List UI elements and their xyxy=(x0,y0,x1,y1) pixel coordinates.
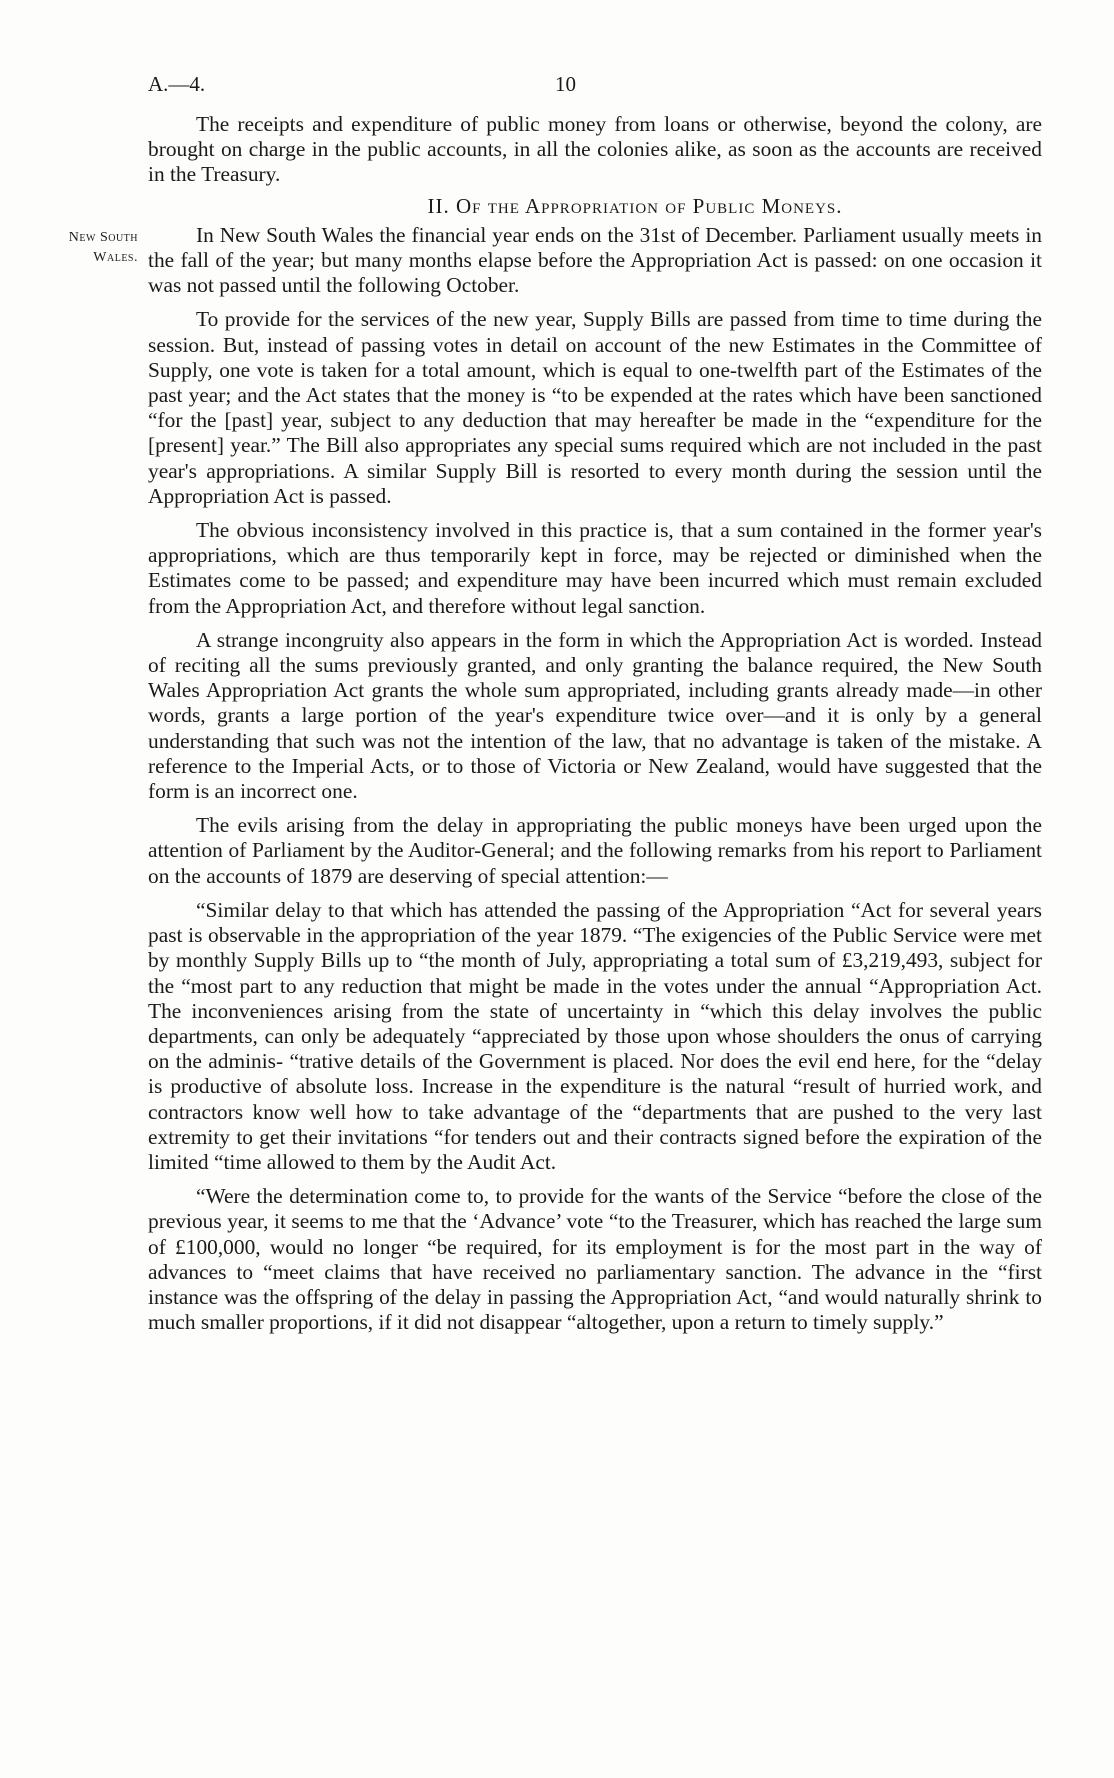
quote-paragraph-2: “Were the determination come to, to provide for the wants of the Service “before the close of the previous year, it seems to me that the ‘Advance’ vote “to the Treasurer, which has reached the large sum of £100,000, would no longer “be required, for its employment is for the most part in the way of advances to “meet claims that have received no parliamentary sanction. The advance in the “first instance was the offspring of the delay in passing the Appropriation Act, “and would naturally shrink to much smaller proportions, if it did not disappear “altogether, upon a return to timely supply.” xyxy=(148,1184,1042,1335)
auditor-quote xyxy=(148,898,1042,1335)
intro-paragraph: The receipts and expenditure of public money from loans or otherwise, beyond the colony, are brought on charge in the public accounts, in all the colonies alike, as soon as the accounts are received in the Treasury. xyxy=(148,112,1042,187)
section-heading: II. Of the Appropriation of Public Moneys. xyxy=(427,193,843,218)
page-reference: A.—4. xyxy=(148,72,206,96)
margin-note xyxy=(18,228,138,268)
paragraph-auditor-general: The evils arising from the delay in appropriating the public moneys have been urged upon the attention of Parliament by the Auditor-General; and the following remarks from his report to Parliament on the accounts of 1879 are deserving of special attention:— xyxy=(148,813,1042,888)
margin-note-line-1: New South xyxy=(68,230,138,245)
margin-note-line-2: Wales. xyxy=(93,250,138,265)
paragraph-incongruity: A strange incongruity also appears in the form in which the Appropriation Act is worded. Instead of reciting all the sums previously granted, and only granting the balance required, the New South Wales Appropriation Act grants the whole sum appropriated, including grants already made—in other words, grants a large portion of the year's expenditure twice over—and it is only by a general understanding that such was not the intention of the law, that no advantage is taken of the mistake. A reference to the Imperial Acts, or to those of Victoria or New Zealand, would have suggested that the form is an incorrect one. xyxy=(148,627,1042,804)
page-number: 10 xyxy=(555,72,576,96)
paragraph-supply-bills: To provide for the services of the new year, Supply Bills are passed from time to time during the session. But, instead of passing votes in detail on account of the new Estimates in the Committee of Supply, one vote is taken for a total amount, which is equal to one-twelfth part of the Estimates of the past year; and the Act states that the money is “to be expended at the rates which have been sanctioned “for the [past] year, subject to any deduction that may hereafter be made in the “expenditure for the [present] year.” The Bill also appropriates any special sums required which are not included in the past year's appropriations. A similar Supply Bill is resorted to every month during the session until the Appropriation Act is passed. xyxy=(148,307,1042,508)
paragraph-inconsistency: The obvious inconsistency involved in this practice is, that a sum contained in the former year's appropriations, which are thus temporarily kept in force, may be rejected or diminished when the Estimates come to be passed; and expenditure may have been incurred which must remain excluded from the Appropriation Act, and therefore without legal sanction. xyxy=(148,518,1042,618)
body-column xyxy=(148,112,1042,1344)
paragraph-nsw-financial-year: In New South Wales the financial year ends on the 31st of December. Parliament usually meets in the fall of the year; but many months elapse before the Appropriation Act is passed: on one occasion it was not passed until the following October. xyxy=(148,222,1042,298)
quote-paragraph-1: “Similar delay to that which has attended the passing of the Appropriation “Act for several years past is observable in the appropriation of the year 1879. “The exigencies of the Public Service were met by monthly Supply Bills up to “the month of July, appropriating a total sum of £3,219,493, subject for the “most part to any reduction that might be made in the votes under the annual “Appropriation Act. The inconveniences arising from the state of uncertainty in “which this delay involves the public departments, can only be adequately “appreciated by those upon whose shoulders the onus of carrying on the adminis- “trative details of the Government is placed. Nor does the evil end here, for the “delay is productive of absolute loss. Increase in the expenditure is the natural “result of hurried work, and contractors know well how to take advantage of the “departments that are pushed to the very last extremity to get their invitations “for tenders out and their contracts signed before the expiration of the limited “time allowed to them by the Audit Act. xyxy=(148,897,1042,1174)
